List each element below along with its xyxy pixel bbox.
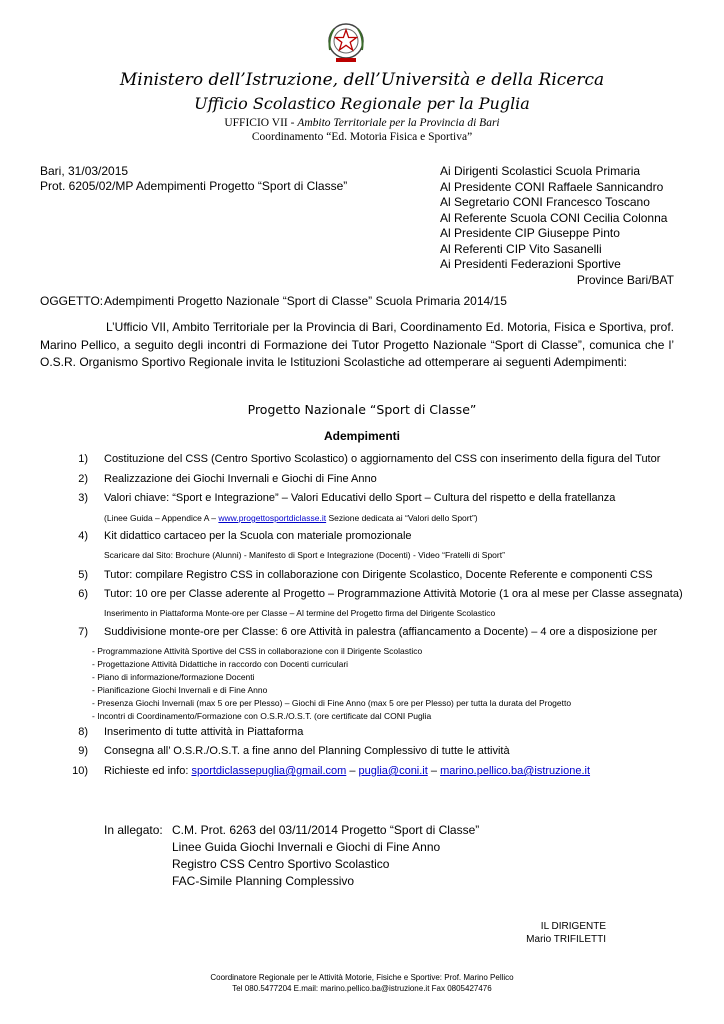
subject-label: OGGETTO: — [40, 294, 104, 308]
email-link-sportdiclasse[interactable]: sportdiclassepuglia@gmail.com — [191, 765, 347, 777]
bullet-item: - Piano di informazione/formazione Docenti — [92, 672, 255, 682]
attachment-item: C.M. Prot. 6263 del 03/11/2014 Progetto “Sport di Classe” — [172, 823, 480, 837]
date-line: Bari, 31/03/2015 — [40, 164, 129, 178]
recipient: Al Referenti CIP Vito Sasanelli — [440, 241, 602, 256]
attachment-item: Registro CSS Centro Sportivo Scolastico — [172, 857, 390, 871]
item-note: (Linee Guida – Appendice A – www.progettosportdiclasse.it Sezione dedicata ai “Valori dello Sport”) — [104, 513, 478, 523]
body-paragraph: L’Ufficio VII, Ambito Territoriale per la Provincia di Bari, Coordinamento Ed. Motoria, Fisica e Sportiva, prof. Marino Pellico, a seguito degli incontri di Formazione dei Tutor Progetto Nazionale “Sport di Classe”, comunica che l’ O.S.R. Organismo Sportivo Regionale invita le Istituzioni Scolastiche ad ottemperare ai seguenti Adempimenti: — [40, 320, 674, 369]
ministry-title: Ministero dell’Istruzione, dell’Università e della Ricerca — [119, 70, 605, 90]
signature-name: Mario TRIFILETTI — [526, 934, 606, 945]
footer-line: Tel 080.5477204 E.mail: marino.pellico.ba@istruzione.it Fax 0805427476 — [232, 984, 492, 993]
office-subtitle: UFFICIO VII - Ambito Territoriale per la Provincia di Bari — [224, 117, 500, 129]
signature-role: IL DIRIGENTE — [540, 921, 606, 932]
recipient: Al Segretario CONI Francesco Toscano — [440, 195, 650, 209]
footer-line: Coordinatore Regionale per le Attività Motorie, Fisiche e Sportive: Prof. Marino Pellico — [210, 973, 514, 982]
regional-office-title: Ufficio Scolastico Regionale per la Puglia — [194, 94, 530, 113]
recipient: Al Referente Scuola CONI Cecilia Colonna — [440, 210, 668, 225]
attachment-item: Linee Guida Giochi Invernali e Giochi di Fine Anno — [172, 840, 441, 854]
sender-block — [40, 164, 347, 194]
adempimenti-heading: Adempimenti — [323, 429, 400, 443]
recipient-province: Province Bari/BAT — [576, 272, 674, 287]
protocol-line: Prot. 6205/02/MP Adempimenti Progetto “Sport di Classe” — [40, 179, 348, 193]
signature-block — [500, 920, 606, 946]
email-link-pellico[interactable]: marino.pellico.ba@istruzione.it — [440, 765, 591, 777]
attachments-label: In allegato: — [104, 823, 163, 837]
recipient: Ai Dirigenti Scolastici Scuola Primaria — [440, 164, 641, 178]
bullet-item: - Pianificazione Giochi Invernali e di Fine Anno — [92, 685, 268, 695]
subject-text: Adempimenti Progetto Nazionale “Sport di Classe” Scuola Primaria 2014/15 — [104, 294, 507, 308]
email-link-coni[interactable]: puglia@coni.it — [358, 765, 428, 777]
bullet-item: - Incontri di Coordinamento/Formazione con O.S.R./O.S.T. (ore certificate dal CONI Puglia — [92, 711, 432, 721]
attachments-block — [104, 822, 479, 890]
coordination-subtitle: Coordinamento “Ed. Motoria Fisica e Sportiva” — [251, 131, 473, 143]
recipient: Al Presidente CIP Giuseppe Pinto — [440, 226, 620, 240]
item-note: Inserimento in Piattaforma Monte-ore per Classe – Al termine del Progetto firma del Dirigente Scolastico — [104, 608, 496, 618]
item-note: Scaricare dal Sito: Brochure (Alunni) - Manifesto di Sport e Integrazione (Docenti) - Video “Fratelli di Sport” — [104, 550, 505, 560]
recipient: Ai Presidenti Federazioni Sportive — [440, 257, 621, 271]
bullet-item: - Presenza Giochi Invernali (max 5 ore per Plesso) – Giochi di Fine Anno (max 5 ore per Plesso) per tutta la durata del Progetto — [92, 698, 572, 708]
bullet-item: - Programmazione Attività Sportive del CSS in collaborazione con il Dirigente Scolastico — [92, 646, 423, 656]
project-heading: Progetto Nazionale “Sport di Classe” — [247, 402, 477, 417]
recipients-block — [440, 164, 674, 288]
italian-republic-emblem-icon — [324, 20, 368, 66]
website-link[interactable]: www.progettosportdiclasse.it — [218, 513, 327, 523]
recipient: Al Presidente CONI Raffaele Sannicandro — [440, 179, 664, 194]
subject-line — [40, 294, 507, 308]
footer — [0, 972, 724, 994]
attachment-item: FAC-Simile Planning Complessivo — [172, 874, 355, 888]
bullet-item: - Progettazione Attività Didattiche in raccordo con Docenti curriculari — [92, 659, 349, 669]
